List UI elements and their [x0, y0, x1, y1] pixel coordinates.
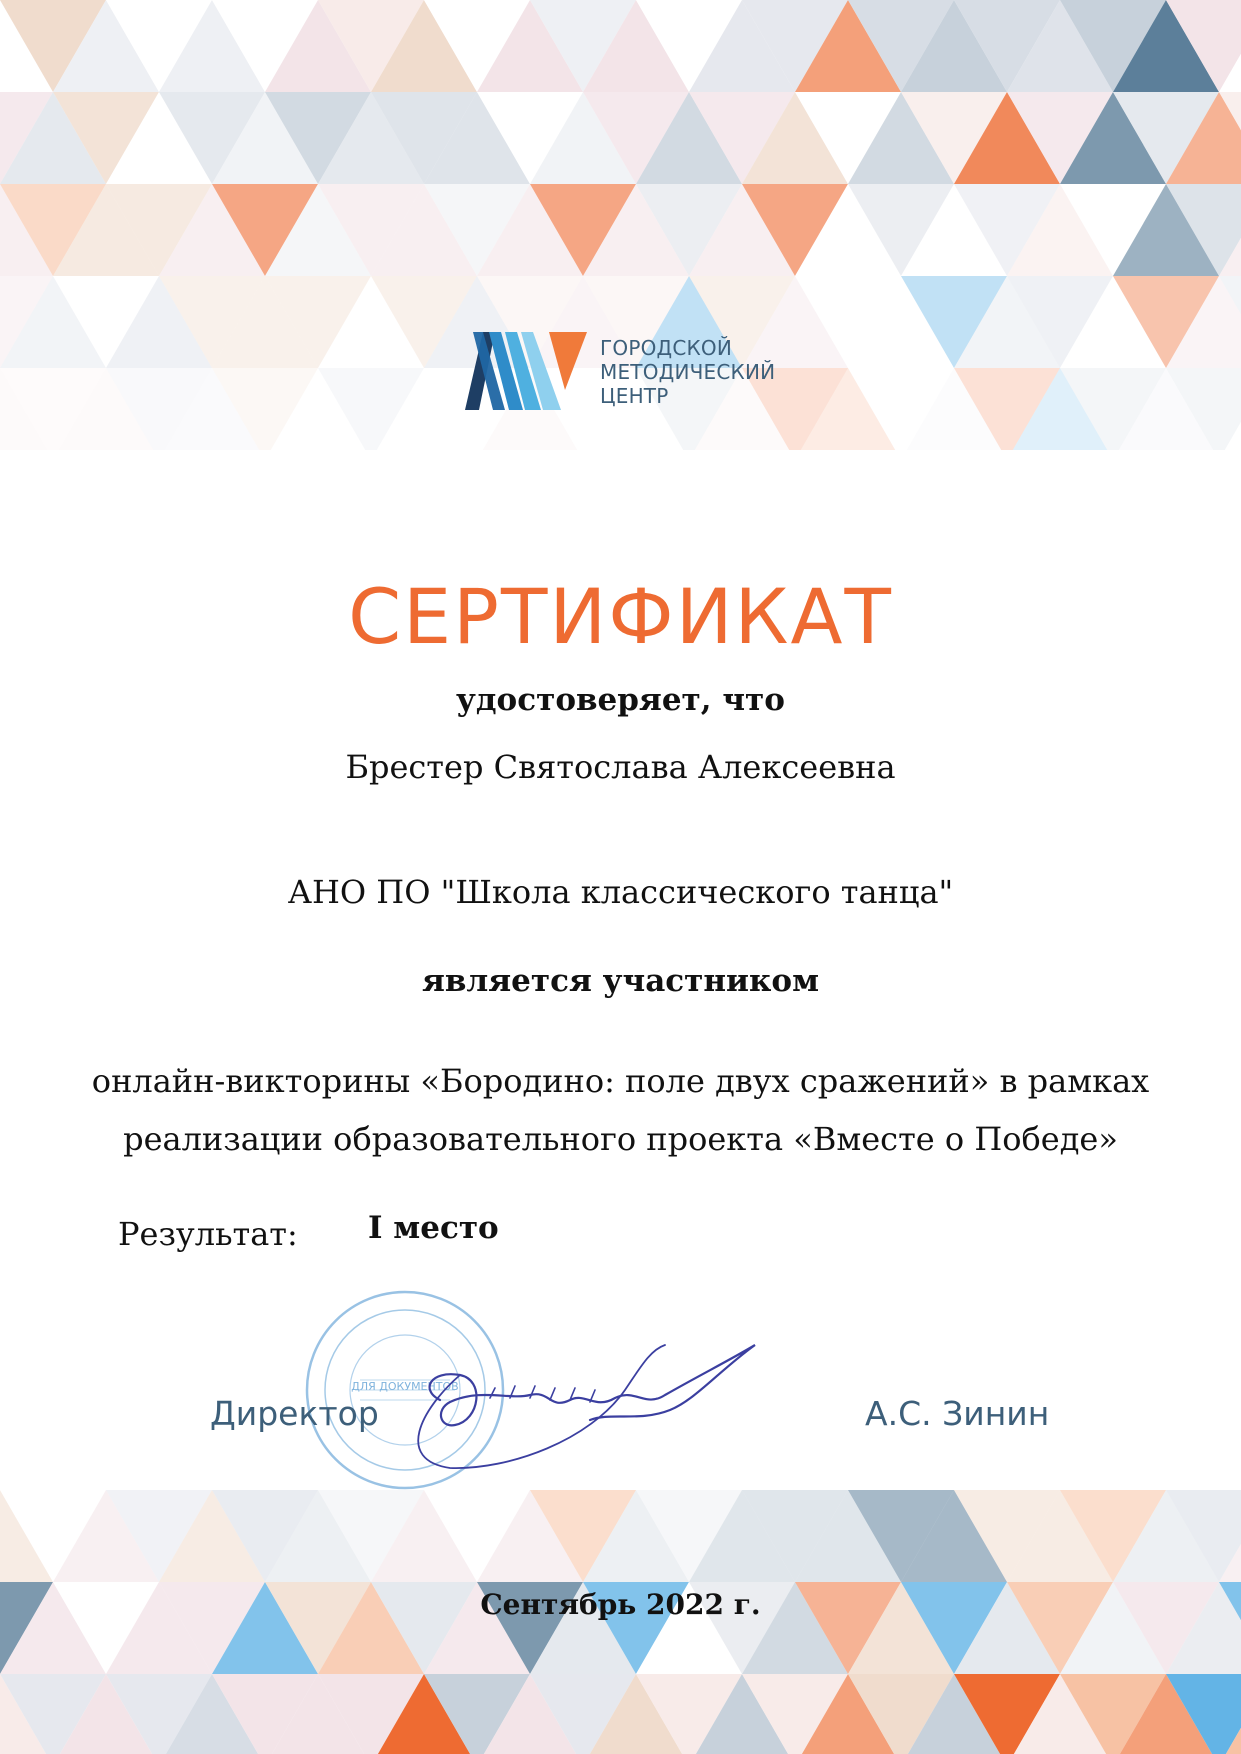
signatory-name: А.С. Зинин [865, 1394, 1050, 1433]
event-line-2: реализации образовательного проекта «Вместе о Победе» [123, 1120, 1118, 1158]
signatory-title: Директор [210, 1394, 379, 1433]
person-name: Брестер Святослава Алексеевна [345, 748, 896, 786]
organization-name: АНО ПО "Школа классического танца" [287, 873, 954, 911]
result-value: I место [368, 1210, 499, 1246]
org-logo [465, 330, 795, 410]
event-line-1: онлайн-викторины «Бородино: поле двух сражений» в рамках [91, 1062, 1150, 1100]
certifies-text: удостоверяет, что [456, 682, 785, 718]
logo-line-2: МЕТОДИЧЕСКИЙ [600, 360, 776, 384]
result-label: Результат: [118, 1215, 298, 1253]
participation-status: является участником [421, 963, 820, 999]
stamp-text: ДЛЯ ДОКУМЕНТОВ [351, 1380, 459, 1393]
logo-text [600, 336, 775, 408]
bottom-triangle-pattern [0, 1490, 1241, 1754]
logo-mark-icon [465, 330, 590, 412]
director-signature [400, 1340, 780, 1470]
certificate-title: СЕРТИФИКАТ [348, 572, 893, 661]
logo-line-3: ЦЕНТР [600, 384, 669, 408]
logo-line-1: ГОРОДСКОЙ [600, 336, 733, 360]
issue-date: Сентябрь 2022 г. [480, 1588, 761, 1621]
event-description [0, 1052, 1241, 1168]
